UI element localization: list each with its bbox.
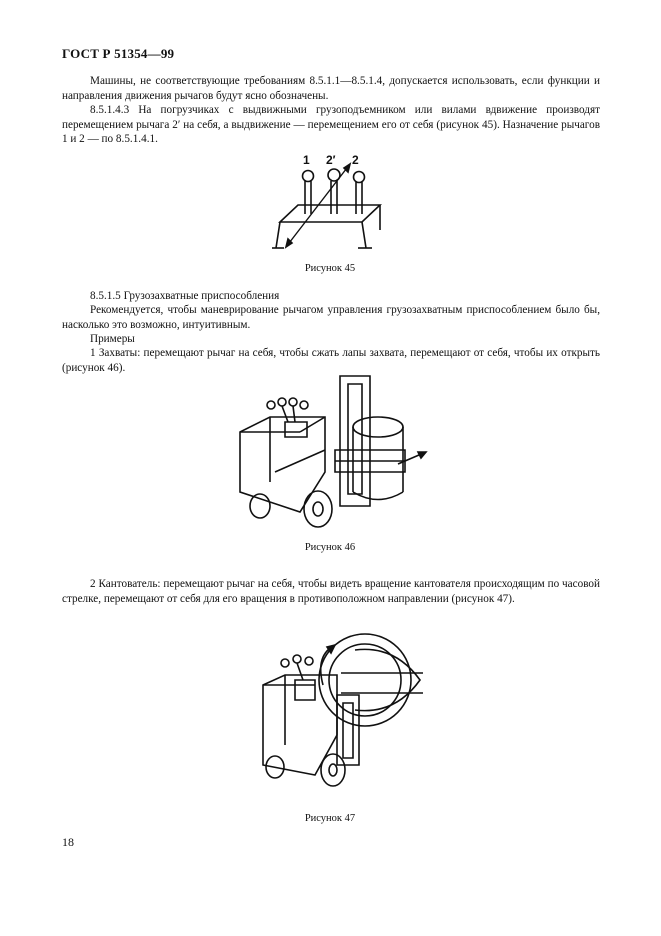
figure-45-levers <box>262 150 402 260</box>
paragraph-example-1: 1 Захваты: перемещают рычаг на себя, чтобы сжать лапы захвата, перемещают от себя, чтобы их открыть (рисунок 46). <box>62 347 600 374</box>
page-number: 18 <box>62 835 74 849</box>
figure-47-rotator-loader <box>245 625 425 790</box>
lever-label-2: 2 <box>352 153 359 167</box>
paragraph-machines: Машины, не соответствующие требованиям 8.5.1.1—8.5.1.4, допускается использовать, если функции и направления движения рычагов будут ясно обозначены. <box>62 75 600 102</box>
lever-label-1: 1 <box>303 153 310 167</box>
figure-46-caption: Рисунок 46 <box>304 542 356 553</box>
paragraph-8-5-1-4-3: 8.5.1.4.3 На погрузчиках с выдвижными грузоподъемником или вилами вдвижение производят перемещением рычага 2′ на себя, а выдвижение — перемещением его от себя (рисунок 45). Назначение рычагов 1 и 2 — по 8.5.1.4.1. <box>62 104 600 145</box>
examples-heading: Примеры <box>90 333 135 345</box>
paragraph-recommendation: Рекомендуется, чтобы маневрирование рычагом управления грузозахватным приспособлением было бы, насколько это возможно, интуитивным. <box>62 304 600 331</box>
section-8-5-1-5-heading: 8.5.1.5 Грузозахватные приспособления <box>90 290 280 302</box>
document-header: ГОСТ Р 51354—99 <box>62 46 175 61</box>
figure-45-caption: Рисунок 45 <box>304 263 356 274</box>
figure-46-gripper-loader <box>230 372 430 532</box>
paragraph-example-2: 2 Кантователь: перемещают рычаг на себя, чтобы видеть вращение кантователя происходящим по часовой стрелке, перемещают от себя для его вращения в противоположном направлении (рисунок 47). <box>62 578 600 605</box>
figure-47-caption: Рисунок 47 <box>304 813 356 824</box>
lever-label-2prime: 2′ <box>326 153 336 167</box>
